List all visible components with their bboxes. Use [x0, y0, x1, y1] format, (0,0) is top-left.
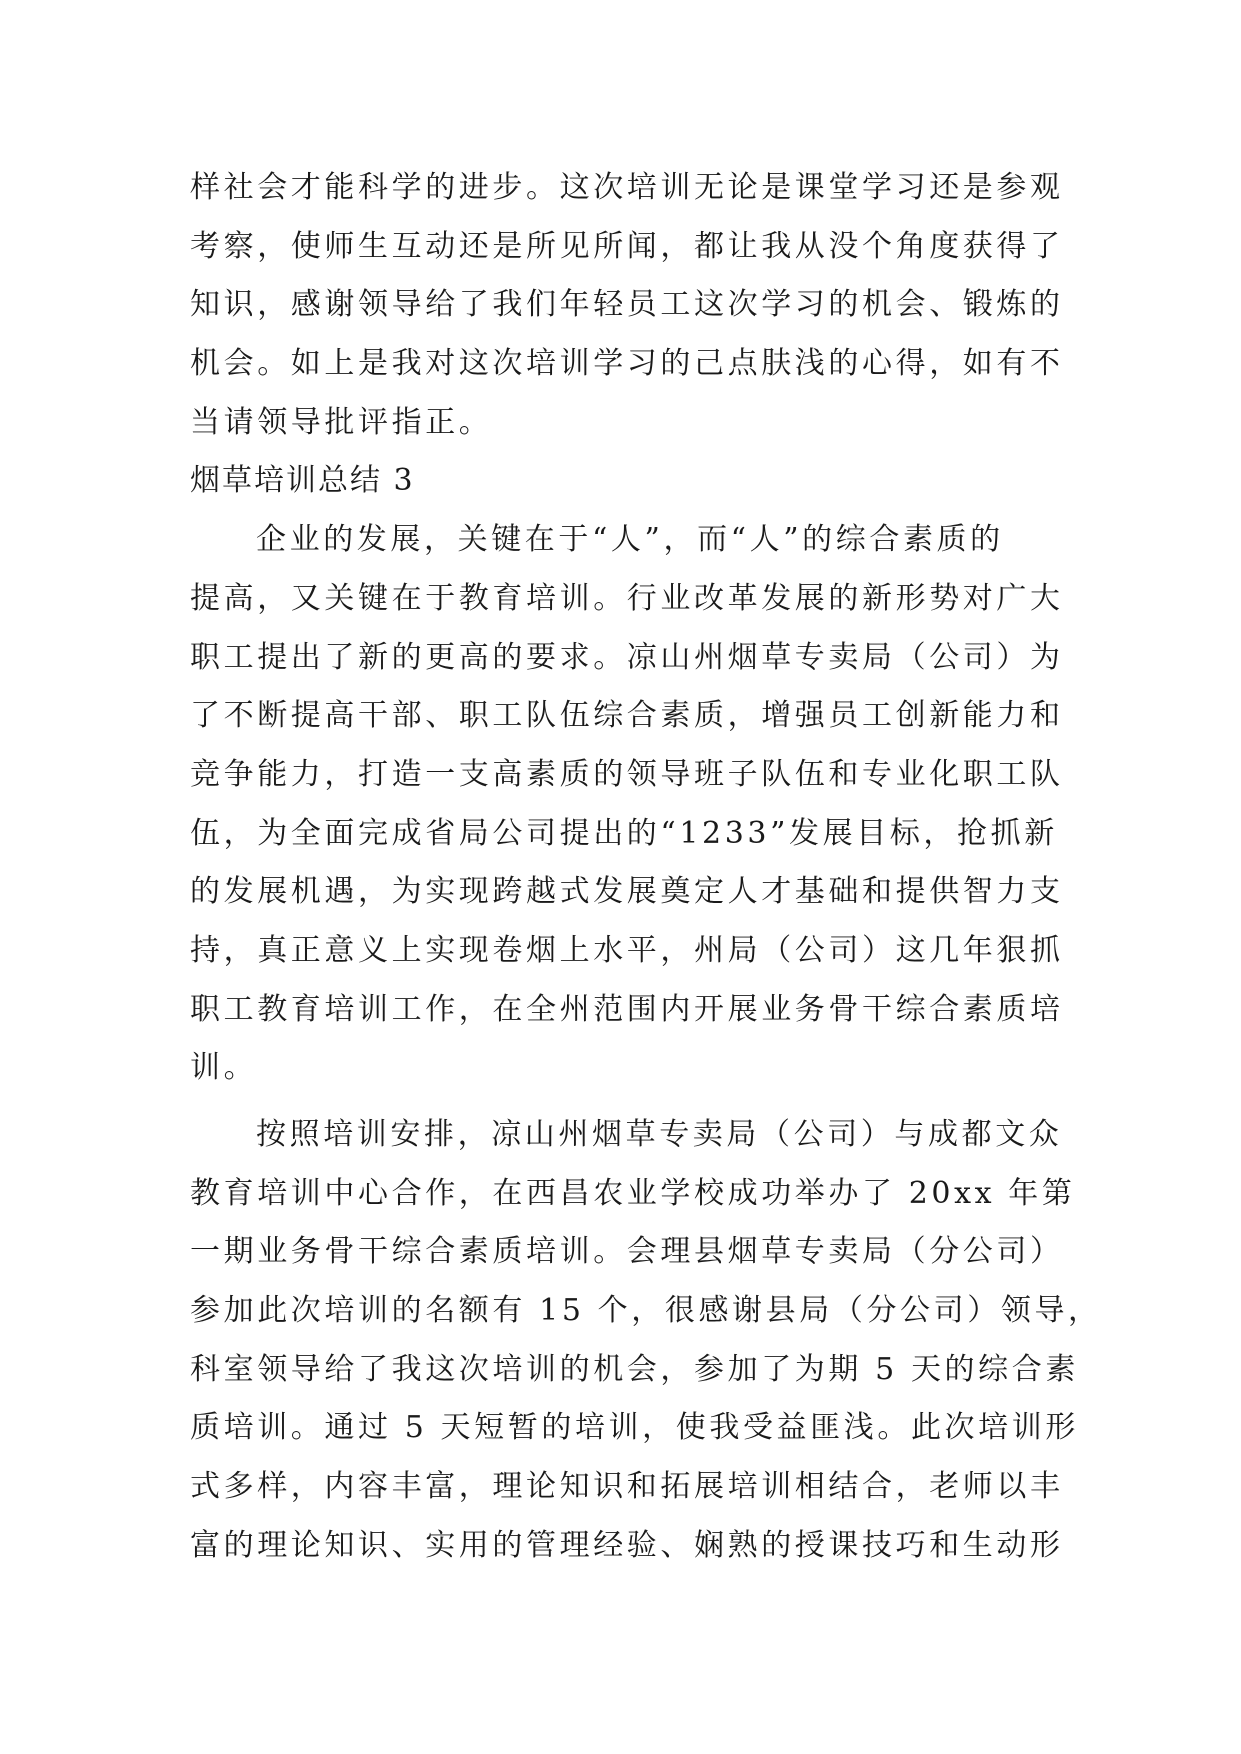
text-line: 教育培训中心合作，在西昌农业学校成功举办了 20xx 年第	[190, 1175, 1076, 1211]
text-line: 竞争能力，打造一支高素质的领导班子队伍和专业化职工队	[190, 756, 1064, 792]
text-line: 考察，使师生互动还是所见所闻，都让我从没个角度获得了	[190, 228, 1064, 264]
text-line: 训。	[190, 1050, 258, 1086]
text-line: 式多样，内容丰富，理论知识和拓展培训相结合，老师以丰	[190, 1469, 1064, 1505]
text-line: 持，真正意义上实现卷烟上水平，州局（公司）这几年狠抓	[190, 932, 1064, 968]
text-line: 质培训。通过 5 天短暂的培训，使我受益匪浅。此次培训形	[190, 1410, 1079, 1446]
text-line: 的发展机遇，为实现跨越式发展奠定人才基础和提供智力支	[190, 874, 1064, 910]
text-line: 机会。如上是我对这次培训学习的己点肤浅的心得，如有不	[190, 346, 1064, 382]
text-line: 一期业务骨干综合素质培训。会理县烟草专卖局（分公司）	[190, 1234, 1064, 1270]
section-heading: 烟草培训总结 3	[190, 463, 415, 499]
text-line: 企业的发展，关键在于“人”，而“人”的综合素质的	[256, 522, 1004, 558]
text-line: 科室领导给了我这次培训的机会，参加了为期 5 天的综合素	[190, 1351, 1079, 1387]
paragraph-1	[190, 511, 1064, 1098]
text-line: 按照培训安排，凉山州烟草专卖局（公司）与成都文众	[256, 1117, 1063, 1152]
paragraph-spacer	[190, 1098, 1052, 1106]
text-line: 富的理论知识、实用的管理经验、娴熟的授课技巧和生动形	[190, 1527, 1064, 1563]
text-line: 参加此次培训的名额有 15 个，很感谢县局（分公司）领导，	[190, 1293, 1102, 1329]
text-line: 样社会才能科学的进步。这次培训无论是课堂学习还是参观	[190, 170, 1064, 205]
paragraph-2	[190, 1106, 1102, 1576]
text-line: 当请领导批评指正。	[190, 404, 493, 440]
text-line: 伍，为全面完成省局公司提出的“1233”发展目标，抢抓新	[190, 815, 1058, 851]
document-body	[190, 159, 1102, 1576]
continued-paragraph	[190, 159, 1064, 452]
text-line: 知识，感谢领导给了我们年轻员工这次学习的机会、锻炼的	[190, 287, 1064, 323]
text-line: 职工教育培训工作，在全州范围内开展业务骨干综合素质培	[190, 991, 1064, 1027]
text-line: 了不断提高干部、职工队伍综合素质，增强员工创新能力和	[190, 698, 1064, 734]
text-line: 职工提出了新的更高的要求。凉山州烟草专卖局（公司）为	[190, 639, 1064, 675]
text-line: 提高，又关键在于教育培训。行业改革发展的新形势对广大	[190, 580, 1064, 616]
